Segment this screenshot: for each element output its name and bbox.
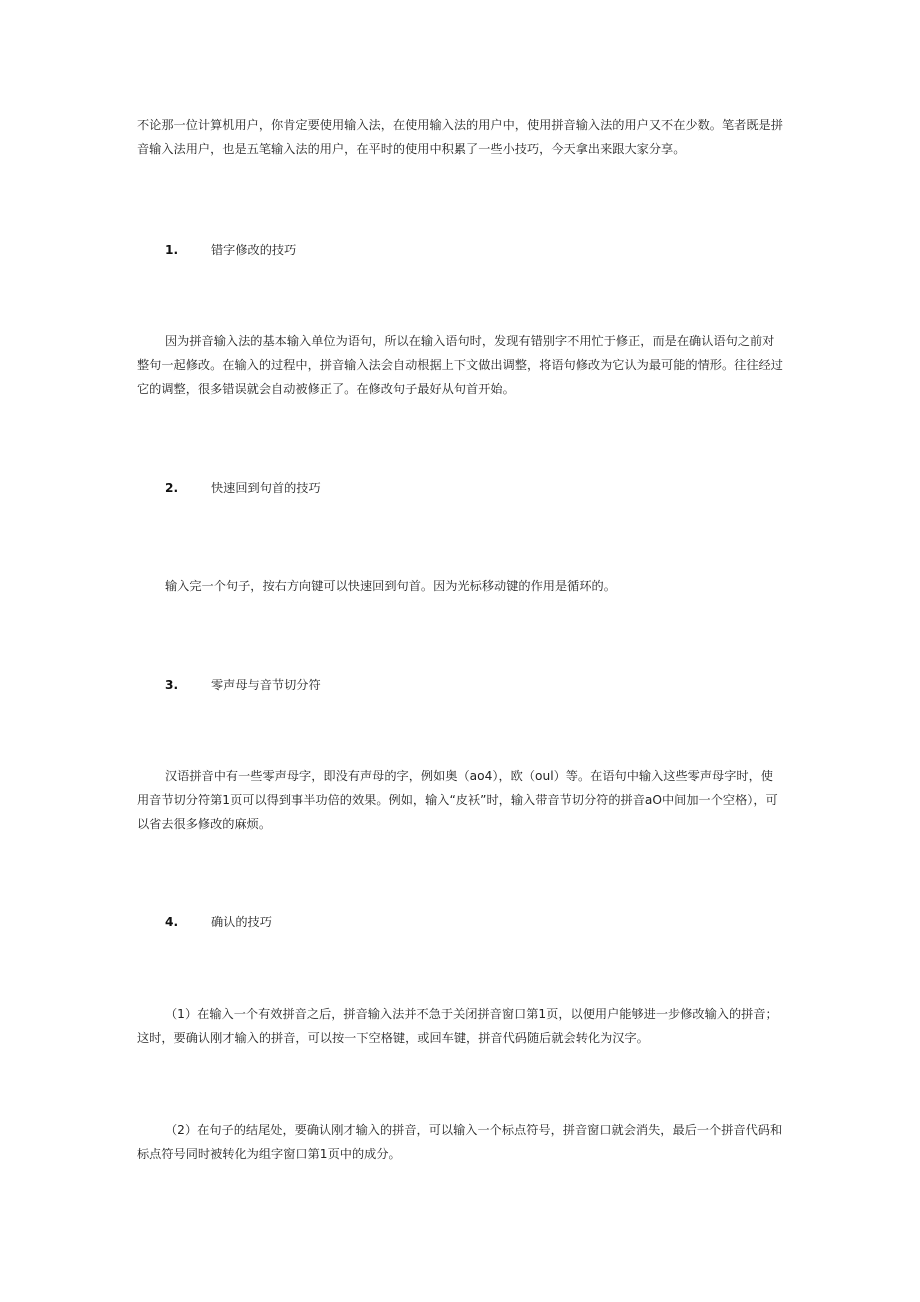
section-heading-1	[165, 240, 296, 260]
section-title: 快速回到句首的技巧	[211, 481, 321, 495]
section-4-paragraph-1: （1）在输入一个有效拼音之后，拼音输入法并不急于关闭拼音窗口第1页，以便用户能够进一步修改输入的拼音；这时，要确认刚才输入的拼音，可以按一下空格键，或回车键，拼音代码随后就会转化为汉字。	[137, 1007, 778, 1045]
section-3-paragraph: 汉语拼音中有一些零声母字，即没有声母的字，例如奥（ao4），欧（oul）等。在语句中输入这些零声母字时，使用音节切分符第1页可以得到事半功倍的效果。例如，输入“皮袄”时，输入带音节切分符的拼音aO中间加一个空格），可以省去很多修改的麻烦。	[137, 769, 778, 831]
section-1-paragraph: 因为拼音输入法的基本输入单位为语句，所以在输入语句时，发现有错别字不用忙于修正，而是在确认语句之前对整句一起修改。在输入的过程中，拼音输入法会自动根据上下文做出调整，将语句修改为它认为最可能的情形。往往经过它的调整，很多错误就会自动被修正了。在修改句子最好从句首开始。	[137, 334, 783, 396]
section-title: 错字修改的技巧	[211, 243, 297, 257]
section-number: 4.	[165, 915, 179, 929]
section-title: 确认的技巧	[211, 915, 272, 929]
section-4-paragraph-2: （2）在句子的结尾处，要确认刚才输入的拼音，可以输入一个标点符号，拼音窗口就会消失，最后一个拼音代码和标点符号同时被转化为组字窗口第1页中的成分。	[137, 1123, 783, 1161]
section-number: 3.	[165, 678, 179, 692]
section-title: 零声母与音节切分符	[211, 678, 321, 692]
section-heading-2	[165, 478, 321, 498]
section-number: 1.	[165, 243, 179, 257]
intro-paragraph: 不论那一位计算机用户，你肯定要使用输入法，在使用输入法的用户中，使用拼音输入法的用户又不在少数。笔者既是拼音输入法用户，也是五笔输入法的用户，在平时的使用中积累了一些小技巧，今天拿出来跟大家分享。	[137, 118, 783, 156]
section-heading-3	[165, 675, 321, 695]
section-2-paragraph: 输入完一个句子，按右方向键可以快速回到句首。因为光标移动键的作用是循环的。	[165, 579, 616, 593]
section-heading-4	[165, 912, 272, 932]
section-number: 2.	[165, 481, 179, 495]
